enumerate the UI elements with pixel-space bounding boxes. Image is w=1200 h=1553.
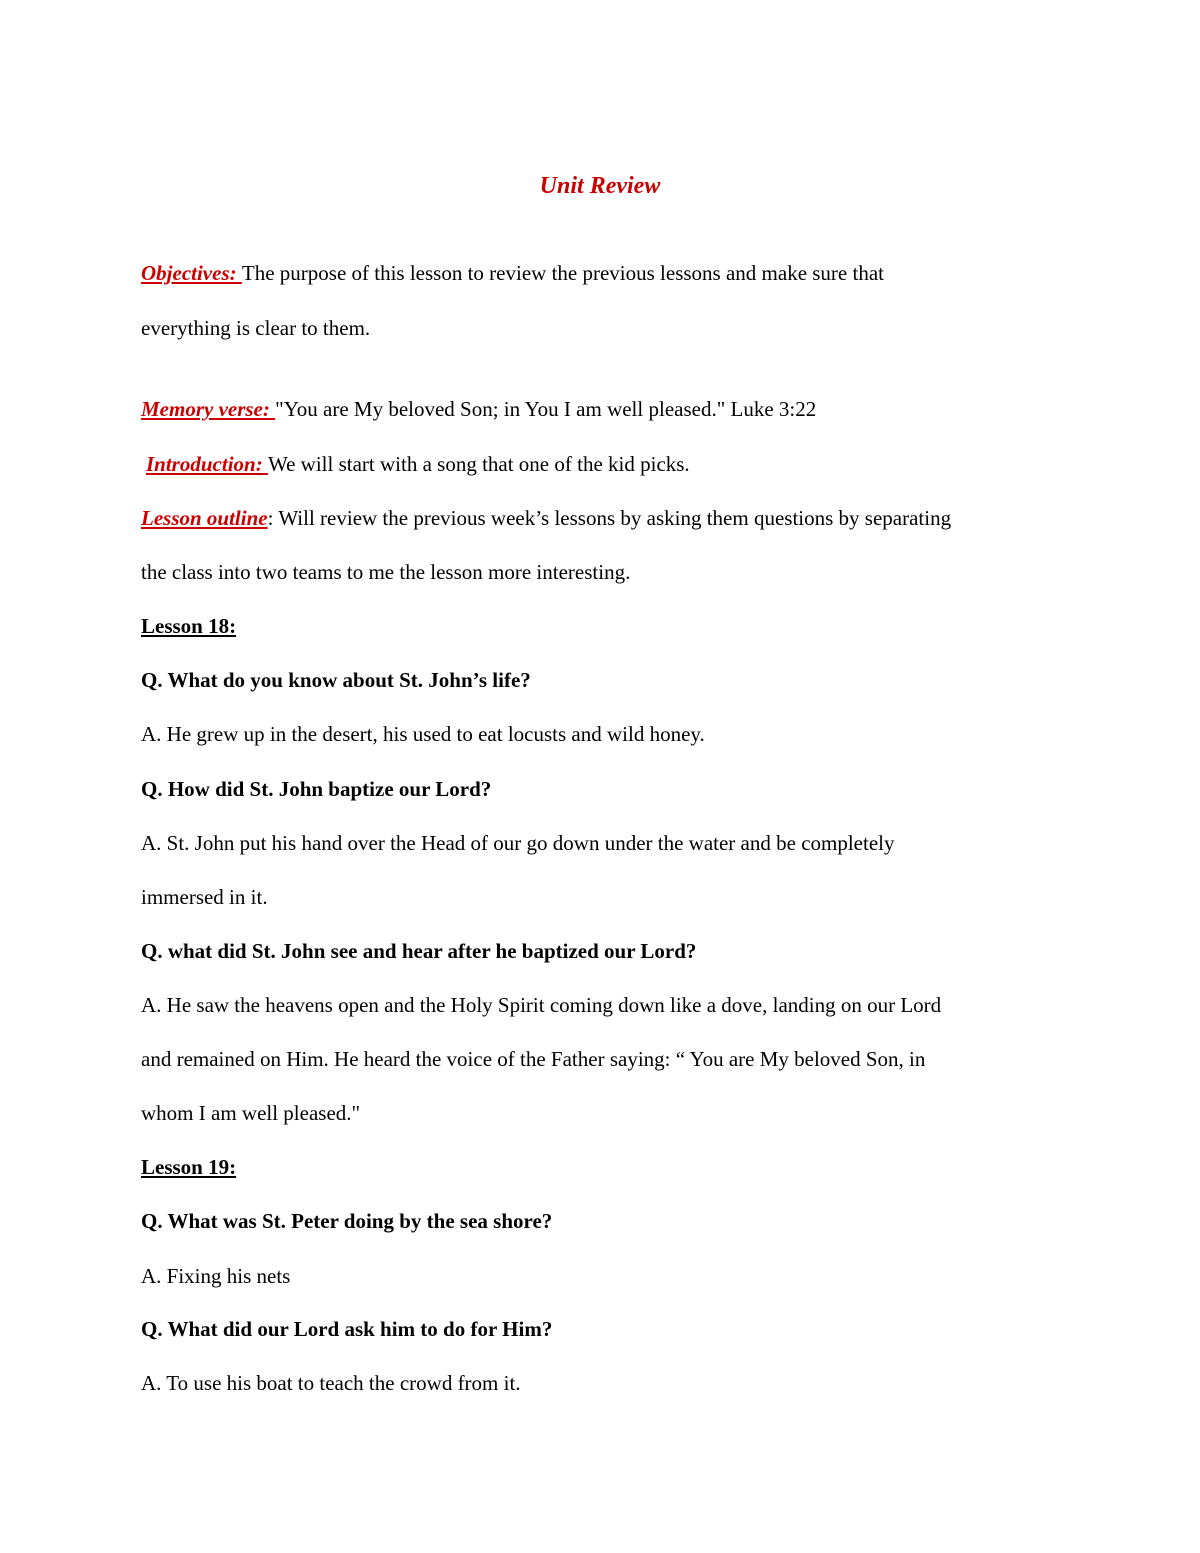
lesson-outline-line-2 [141,557,1081,587]
lesson-19-heading: Lesson 19: [141,1155,237,1179]
objectives-line-1 [141,258,1081,288]
lesson-19-question-1: Q. What was St. Peter doing by the sea shore? [141,1209,553,1233]
objectives-text-1: The purpose of this lesson to review the previous lessons and make sure that [241,261,884,285]
memory-verse-text: "You are My beloved Son; in You I am well pleased." Luke 3:22 [275,397,817,421]
objectives-text-2: everything is clear to them. [141,316,371,340]
lesson-outline-text-1: : Will review the previous week’s lessons by asking them questions by separating [267,506,952,530]
introduction-label: Introduction: [146,452,268,476]
lesson-18-answer-3-line-3: whom I am well pleased." [141,1101,361,1125]
lesson-18-question-3: Q. what did St. John see and hear after he baptized our Lord? [141,939,697,963]
lesson-18-answer-3-line-1: A. He saw the heavens open and the Holy Spirit coming down like a dove, landing on our Lord [141,993,942,1017]
lesson-19-question-2: Q. What did our Lord ask him to do for Him? [141,1317,553,1341]
introduction-line [146,449,1086,479]
lesson-19-answer-2: A. To use his boat to teach the crowd from it. [141,1371,521,1395]
memory-verse-line [141,394,1081,424]
lesson-18-answer-2-line-2: immersed in it. [141,885,268,909]
objectives-label: Objectives: [141,261,242,285]
lesson-18-question-2: Q. How did St. John baptize our Lord? [141,777,492,801]
lesson-18-question-1: Q. What do you know about St. John’s life? [141,668,531,692]
lesson-18-heading: Lesson 18: [141,614,237,638]
lesson-outline-line-1 [141,503,1081,533]
lesson-outline-label: Lesson outline [141,506,268,530]
lesson-18-answer-1: A. He grew up in the desert, his used to eat locusts and wild honey. [141,722,705,746]
lesson-18-answer-3-line-2: and remained on Him. He heard the voice of the Father saying: “ You are My beloved Son, in [141,1047,926,1071]
lesson-18-answer-2-line-1: A. St. John put his hand over the Head of our go down under the water and be completely [141,831,895,855]
lesson-outline-text-2: the class into two teams to me the lesson more interesting. [141,560,631,584]
memory-verse-label: Memory verse: [141,397,276,421]
page-title: Unit Review [539,173,661,199]
introduction-text: We will start with a song that one of the kid picks. [267,452,690,476]
objectives-line-2 [141,313,1081,343]
lesson-19-answer-1: A. Fixing his nets [141,1264,291,1288]
